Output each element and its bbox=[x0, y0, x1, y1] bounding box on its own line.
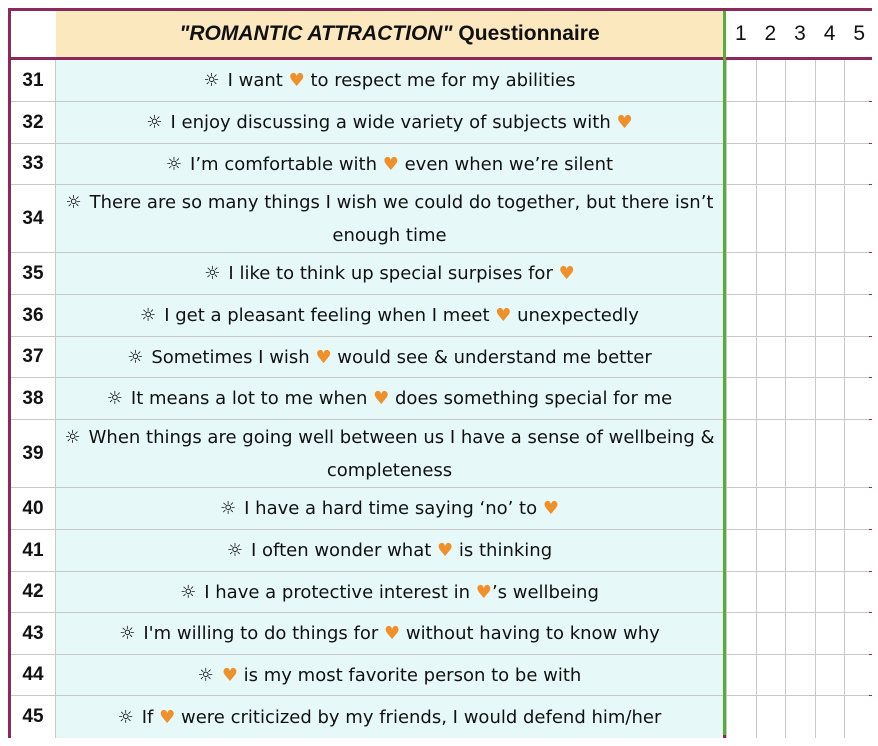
rating-cell-4[interactable] bbox=[815, 572, 845, 612]
question-text-content bbox=[64, 421, 715, 487]
rating-cell-4[interactable] bbox=[815, 337, 845, 377]
rating-cell-4[interactable] bbox=[815, 295, 845, 336]
question-text-segment: I like to think up special surpises for bbox=[228, 263, 559, 284]
rating-cell-2[interactable] bbox=[756, 572, 786, 612]
question-text-content bbox=[227, 534, 552, 567]
rating-cell-1[interactable] bbox=[726, 102, 756, 143]
question-text-segment: When things are going well between us I have a sense of wellbeing & completeness bbox=[88, 426, 715, 481]
heart-icon: ♥ bbox=[437, 540, 454, 561]
table-row bbox=[11, 696, 869, 738]
heart-icon: ♥ bbox=[159, 706, 176, 728]
sun-icon: ☼ bbox=[119, 623, 136, 644]
table-row bbox=[11, 144, 869, 185]
table-row bbox=[11, 488, 869, 530]
table-row bbox=[11, 253, 869, 295]
rating-cell-3[interactable] bbox=[785, 420, 815, 487]
question-number: 44 bbox=[11, 655, 56, 695]
sun-icon: ☼ bbox=[64, 426, 81, 448]
question-text bbox=[56, 488, 723, 529]
rating-cell-2[interactable] bbox=[756, 185, 786, 252]
rating-cell-3[interactable] bbox=[785, 655, 815, 695]
sun-icon: ☼ bbox=[117, 706, 134, 728]
question-rows bbox=[11, 60, 869, 735]
table-row bbox=[11, 60, 869, 102]
sun-icon: ☼ bbox=[204, 263, 221, 284]
rating-cell-3[interactable] bbox=[785, 102, 815, 143]
rating-cell-1[interactable] bbox=[726, 696, 756, 738]
rating-cell-2[interactable] bbox=[756, 420, 786, 487]
sun-icon: ☼ bbox=[146, 112, 163, 133]
question-text-segment: without having to know why bbox=[400, 623, 660, 644]
question-text-content bbox=[146, 106, 632, 139]
question-text bbox=[56, 696, 723, 738]
rating-cell-2[interactable] bbox=[756, 378, 786, 419]
title-emphasis: "ROMANTIC ATTRACTION" bbox=[179, 22, 453, 45]
rating-cell-3[interactable] bbox=[785, 378, 815, 419]
question-text-content bbox=[127, 341, 652, 374]
question-text bbox=[56, 337, 723, 377]
rating-cell-3[interactable] bbox=[785, 185, 815, 252]
question-text-content bbox=[203, 64, 575, 97]
question-number: 39 bbox=[11, 420, 56, 487]
question-text-segment: were criticized by my friends, I would defend him/her bbox=[175, 706, 662, 728]
heart-icon: ♥ bbox=[616, 112, 633, 133]
table-row bbox=[11, 337, 869, 378]
rating-cell-1[interactable] bbox=[726, 60, 756, 101]
rating-cell-2[interactable] bbox=[756, 655, 786, 695]
rating-cell-5[interactable] bbox=[844, 378, 874, 419]
question-number: 40 bbox=[11, 488, 56, 529]
rating-cell-2[interactable] bbox=[756, 337, 786, 377]
question-text bbox=[56, 420, 723, 487]
question-number: 43 bbox=[11, 613, 56, 654]
sun-icon: ☼ bbox=[140, 305, 157, 326]
question-text bbox=[56, 185, 723, 252]
table-row bbox=[11, 613, 869, 655]
rating-cell-5[interactable] bbox=[844, 530, 874, 571]
rating-cell-2[interactable] bbox=[756, 613, 786, 654]
question-text bbox=[56, 378, 723, 419]
question-text bbox=[56, 144, 723, 184]
sun-icon: ☼ bbox=[226, 540, 243, 561]
page-title bbox=[56, 11, 723, 57]
rating-cell-5[interactable] bbox=[844, 295, 874, 336]
sun-icon: ☼ bbox=[219, 498, 237, 519]
question-text-segment: to respect me for my abilities bbox=[304, 70, 576, 91]
question-text-segment: It means a lot to me when bbox=[130, 388, 374, 409]
question-text bbox=[56, 655, 723, 695]
rating-cell-3[interactable] bbox=[785, 295, 815, 336]
heart-icon: ♥ bbox=[475, 581, 492, 603]
heart-icon: ♥ bbox=[495, 305, 512, 326]
rating-cell-4[interactable] bbox=[815, 185, 845, 252]
question-number: 45 bbox=[11, 696, 56, 738]
heart-icon: ♥ bbox=[384, 623, 401, 644]
question-text-segment: is my most favorite person to be with bbox=[237, 664, 582, 686]
rating-cell-4[interactable] bbox=[815, 613, 845, 654]
question-number: 35 bbox=[11, 253, 56, 294]
rating-cell-4[interactable] bbox=[815, 102, 845, 143]
question-text-segment: I’m comfortable with bbox=[190, 153, 383, 175]
heart-icon: ♥ bbox=[542, 498, 559, 519]
question-text bbox=[56, 60, 723, 101]
table-row bbox=[11, 572, 869, 613]
question-text-segment: I enjoy discussing a wide variety of subjects with bbox=[170, 112, 617, 133]
rating-cell-4[interactable] bbox=[815, 530, 845, 571]
rating-cell-5[interactable] bbox=[844, 337, 874, 377]
question-text-segment: I want bbox=[227, 70, 289, 91]
rating-cell-5[interactable] bbox=[844, 655, 874, 695]
question-number: 37 bbox=[11, 337, 56, 377]
rating-cell-4[interactable] bbox=[815, 378, 845, 419]
rating-cell-1[interactable] bbox=[726, 530, 756, 571]
rating-cell-5[interactable] bbox=[844, 696, 874, 738]
rating-cell-1[interactable] bbox=[726, 488, 756, 529]
rating-cell-3[interactable] bbox=[785, 337, 815, 377]
rating-cell-1[interactable] bbox=[726, 337, 756, 377]
sun-icon: ☼ bbox=[180, 581, 197, 603]
sun-icon: ☼ bbox=[197, 664, 214, 686]
question-number: 31 bbox=[11, 60, 56, 101]
question-text-content bbox=[107, 382, 673, 415]
rating-cell-4[interactable] bbox=[815, 655, 845, 695]
rating-cell-1[interactable] bbox=[726, 378, 756, 419]
question-text-content bbox=[118, 701, 662, 734]
question-text-segment: even when we’re silent bbox=[398, 153, 614, 175]
sun-icon: ☼ bbox=[127, 346, 144, 368]
question-number: 33 bbox=[11, 144, 56, 184]
rating-cell-2[interactable] bbox=[756, 530, 786, 571]
question-number: 36 bbox=[11, 295, 56, 336]
rating-header-4: 4 bbox=[815, 11, 845, 57]
question-text-segment: Sometimes I wish bbox=[151, 346, 316, 368]
rating-header-3: 3 bbox=[785, 11, 815, 57]
question-text-segment: unexpectedly bbox=[511, 305, 639, 326]
rating-cell-3[interactable] bbox=[785, 144, 815, 184]
table-row bbox=[11, 295, 869, 337]
rating-cell-3[interactable] bbox=[785, 572, 815, 612]
sun-icon: ☼ bbox=[165, 153, 183, 175]
table-row bbox=[11, 102, 869, 144]
rating-cell-5[interactable] bbox=[844, 420, 874, 487]
question-text-segment: I have a protective interest in bbox=[204, 581, 476, 603]
rating-cell-2[interactable] bbox=[756, 696, 786, 738]
table-row bbox=[11, 420, 869, 488]
rating-cell-5[interactable] bbox=[844, 102, 874, 143]
rating-cell-1[interactable] bbox=[726, 420, 756, 487]
rating-cell-1[interactable] bbox=[726, 144, 756, 184]
rating-cell-5[interactable] bbox=[844, 613, 874, 654]
title-rest: Questionnaire bbox=[458, 22, 600, 45]
heart-icon: ♥ bbox=[221, 664, 238, 686]
question-text bbox=[56, 613, 723, 654]
rating-cell-3[interactable] bbox=[785, 696, 815, 738]
rating-cell-1[interactable] bbox=[726, 295, 756, 336]
question-text bbox=[56, 253, 723, 294]
rating-cell-2[interactable] bbox=[756, 60, 786, 101]
rating-cell-3[interactable] bbox=[785, 253, 815, 294]
question-text-segment: ’s wellbeing bbox=[491, 581, 599, 603]
sun-icon: ☼ bbox=[65, 191, 82, 213]
heart-icon: ♥ bbox=[373, 388, 390, 409]
rating-cell-4[interactable] bbox=[815, 60, 845, 101]
rating-cell-5[interactable] bbox=[844, 572, 874, 612]
rating-header-2: 2 bbox=[756, 11, 786, 57]
question-text-content bbox=[166, 148, 613, 181]
table-row bbox=[11, 530, 869, 572]
question-text-segment: does something special for me bbox=[389, 388, 673, 409]
question-text-content bbox=[204, 257, 574, 290]
rating-cell-4[interactable] bbox=[815, 420, 845, 487]
sun-icon: ☼ bbox=[106, 388, 123, 409]
rating-cell-2[interactable] bbox=[756, 144, 786, 184]
heart-icon: ♥ bbox=[315, 346, 332, 368]
table-row bbox=[11, 655, 869, 696]
rating-cell-5[interactable] bbox=[844, 488, 874, 529]
question-text-content bbox=[198, 659, 582, 692]
rating-cell-5[interactable] bbox=[844, 144, 874, 184]
header-number-cell bbox=[11, 11, 56, 57]
rating-column-divider bbox=[723, 11, 726, 735]
rating-cell-5[interactable] bbox=[844, 60, 874, 101]
question-number: 41 bbox=[11, 530, 56, 571]
rating-cell-4[interactable] bbox=[815, 488, 845, 529]
question-text bbox=[56, 530, 723, 571]
question-text-content bbox=[220, 492, 559, 525]
rating-cell-2[interactable] bbox=[756, 488, 786, 529]
question-text-content bbox=[140, 299, 639, 332]
question-number: 34 bbox=[11, 185, 56, 252]
rating-cell-3[interactable] bbox=[785, 60, 815, 101]
rating-cell-1[interactable] bbox=[726, 655, 756, 695]
rating-header-1: 1 bbox=[726, 11, 756, 57]
question-text-segment: I'm willing to do things for bbox=[143, 623, 384, 644]
question-number: 42 bbox=[11, 572, 56, 612]
question-text bbox=[56, 102, 723, 143]
question-text-segment: I get a pleasant feeling when I meet bbox=[164, 305, 496, 326]
question-text-segment: is thinking bbox=[453, 540, 553, 561]
question-number: 38 bbox=[11, 378, 56, 419]
table-row bbox=[11, 378, 869, 420]
question-text-content bbox=[64, 186, 715, 252]
question-text-content bbox=[119, 617, 660, 650]
heart-icon: ♥ bbox=[288, 70, 305, 91]
question-text-segment: There are so many things I wish we could do together, but there isn’t enough time bbox=[89, 191, 714, 246]
sun-icon: ☼ bbox=[203, 70, 220, 91]
questionnaire-table bbox=[8, 8, 872, 738]
rating-header-5: 5 bbox=[844, 11, 874, 57]
rating-cell-5[interactable] bbox=[844, 253, 874, 294]
table-row bbox=[11, 185, 869, 253]
rating-cell-2[interactable] bbox=[756, 295, 786, 336]
rating-cell-2[interactable] bbox=[756, 102, 786, 143]
rating-cell-2[interactable] bbox=[756, 253, 786, 294]
question-text-segment: I often wonder what bbox=[251, 540, 438, 561]
rating-cell-1[interactable] bbox=[726, 572, 756, 612]
rating-cell-4[interactable] bbox=[815, 696, 845, 738]
question-text-content bbox=[180, 576, 599, 609]
rating-cell-4[interactable] bbox=[815, 253, 845, 294]
rating-cell-5[interactable] bbox=[844, 185, 874, 252]
rating-cell-4[interactable] bbox=[815, 144, 845, 184]
rating-cell-3[interactable] bbox=[785, 613, 815, 654]
heart-icon: ♥ bbox=[558, 263, 575, 284]
question-text bbox=[56, 572, 723, 612]
rating-cell-3[interactable] bbox=[785, 530, 815, 571]
rating-cell-1[interactable] bbox=[726, 613, 756, 654]
rating-cell-1[interactable] bbox=[726, 253, 756, 294]
heart-icon: ♥ bbox=[382, 153, 399, 175]
question-text bbox=[56, 295, 723, 336]
question-number: 32 bbox=[11, 102, 56, 143]
question-text-segment: would see & understand me better bbox=[331, 346, 652, 368]
question-text-segment: I have a hard time saying ‘no’ to bbox=[244, 498, 543, 519]
rating-cell-3[interactable] bbox=[785, 488, 815, 529]
question-text-segment: If bbox=[141, 706, 160, 728]
rating-cell-1[interactable] bbox=[726, 185, 756, 252]
